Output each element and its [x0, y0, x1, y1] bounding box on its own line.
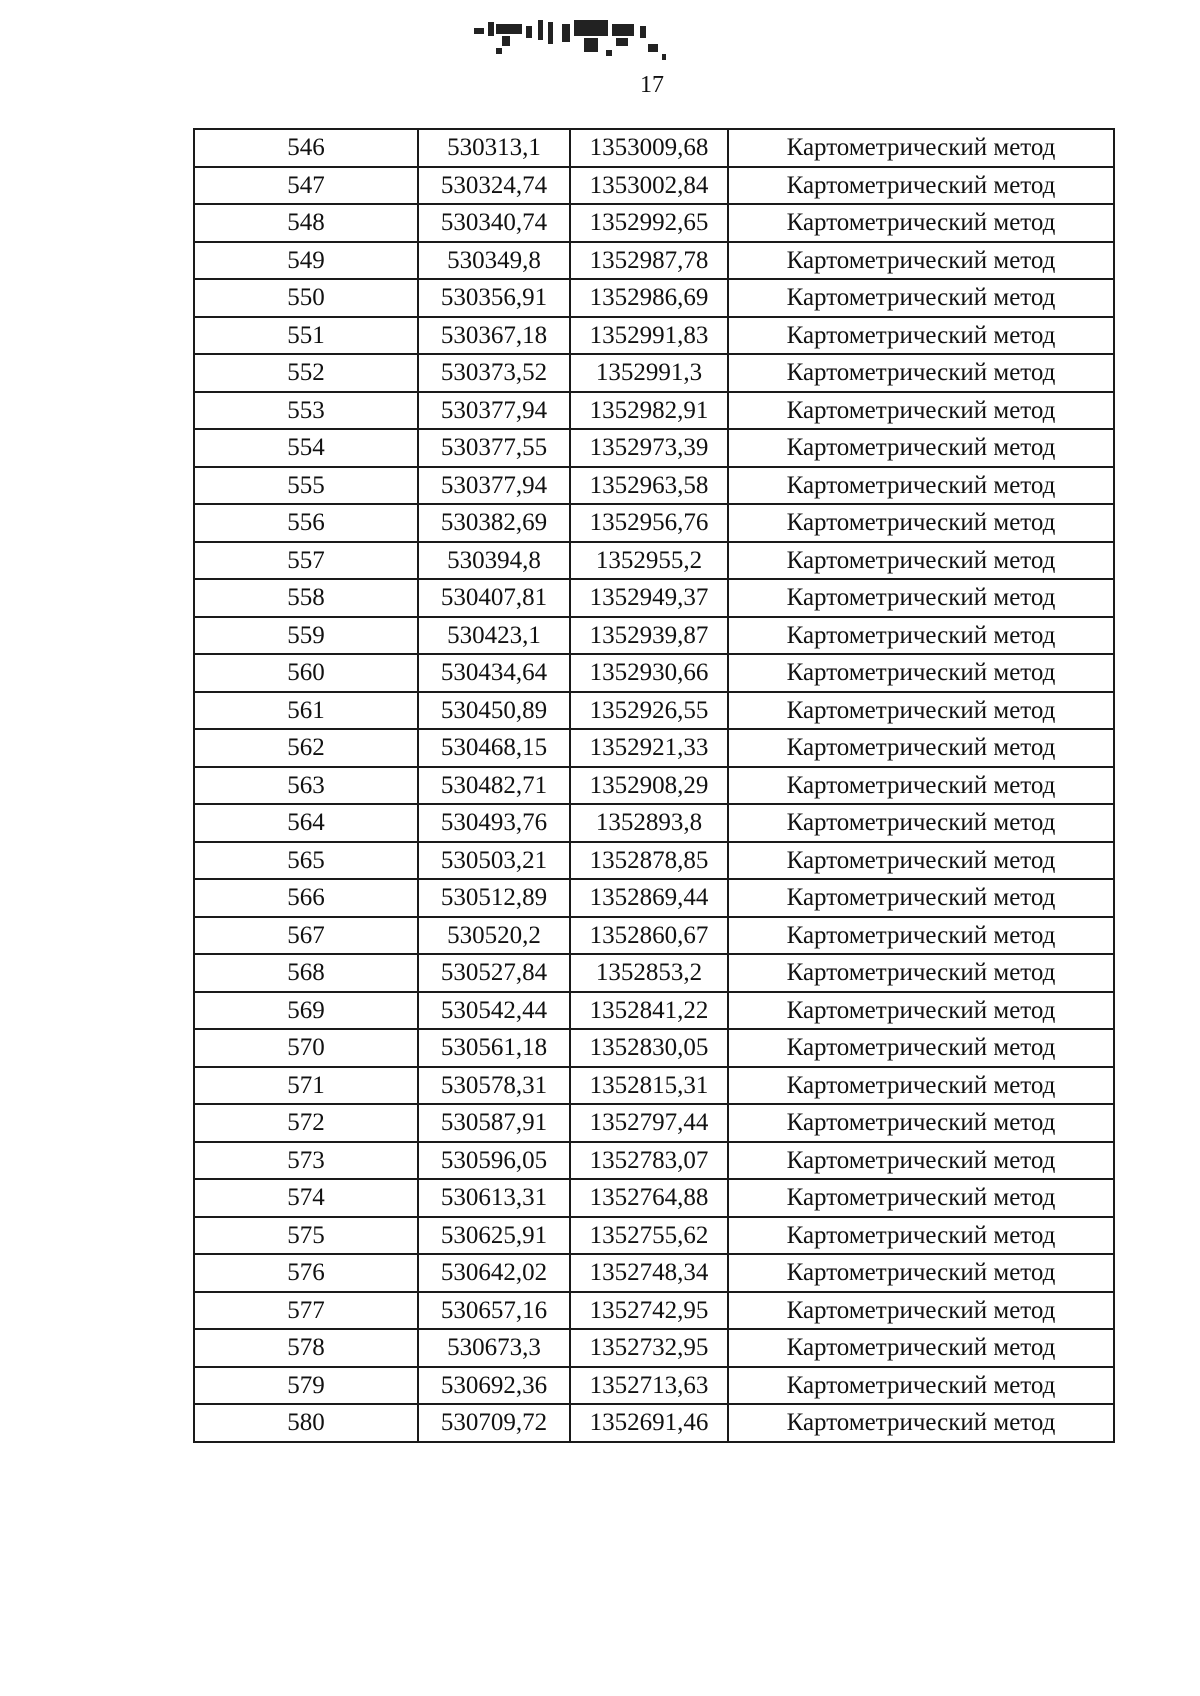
y-coordinate-cell: 1352991,3 — [570, 354, 728, 392]
point-number-cell: 554 — [194, 429, 418, 467]
table-row — [194, 992, 1114, 1030]
method-cell: Картометрический метод — [728, 279, 1114, 317]
method-cell: Картометрический метод — [728, 242, 1114, 280]
table-row — [194, 1404, 1114, 1442]
table-row — [194, 467, 1114, 505]
table-row — [194, 317, 1114, 355]
point-number-cell: 564 — [194, 804, 418, 842]
point-number-cell: 577 — [194, 1292, 418, 1330]
point-number-cell: 575 — [194, 1217, 418, 1255]
x-coordinate-cell: 530642,02 — [418, 1254, 570, 1292]
table-row — [194, 1067, 1114, 1105]
scan-stamp-mark — [466, 14, 728, 76]
table-row — [194, 1217, 1114, 1255]
table-row — [194, 1292, 1114, 1330]
method-cell: Картометрический метод — [728, 1404, 1114, 1442]
point-number-cell: 574 — [194, 1179, 418, 1217]
table-row — [194, 392, 1114, 430]
x-coordinate-cell: 530450,89 — [418, 692, 570, 730]
x-coordinate-cell: 530468,15 — [418, 729, 570, 767]
x-coordinate-cell: 530673,3 — [418, 1329, 570, 1367]
x-coordinate-cell: 530493,76 — [418, 804, 570, 842]
table-row — [194, 1104, 1114, 1142]
y-coordinate-cell: 1352860,67 — [570, 917, 728, 955]
point-number-cell: 576 — [194, 1254, 418, 1292]
method-cell: Картометрический метод — [728, 954, 1114, 992]
x-coordinate-cell: 530324,74 — [418, 167, 570, 205]
point-number-cell: 550 — [194, 279, 418, 317]
method-cell: Картометрический метод — [728, 129, 1114, 167]
point-number-cell: 565 — [194, 842, 418, 880]
method-cell: Картометрический метод — [728, 767, 1114, 805]
y-coordinate-cell: 1352939,87 — [570, 617, 728, 655]
y-coordinate-cell: 1352755,62 — [570, 1217, 728, 1255]
x-coordinate-cell: 530340,74 — [418, 204, 570, 242]
y-coordinate-cell: 1352930,66 — [570, 654, 728, 692]
page-number: 17 — [640, 72, 664, 98]
x-coordinate-cell: 530625,91 — [418, 1217, 570, 1255]
method-cell: Картометрический метод — [728, 579, 1114, 617]
y-coordinate-cell: 1352853,2 — [570, 954, 728, 992]
method-cell: Картометрический метод — [728, 804, 1114, 842]
y-coordinate-cell: 1352830,05 — [570, 1029, 728, 1067]
x-coordinate-cell: 530313,1 — [418, 129, 570, 167]
table-row — [194, 804, 1114, 842]
table-row — [194, 1029, 1114, 1067]
point-number-cell: 563 — [194, 767, 418, 805]
method-cell: Картометрический метод — [728, 392, 1114, 430]
point-number-cell: 571 — [194, 1067, 418, 1105]
method-cell: Картометрический метод — [728, 1029, 1114, 1067]
method-cell: Картометрический метод — [728, 1292, 1114, 1330]
x-coordinate-cell: 530503,21 — [418, 842, 570, 880]
y-coordinate-cell: 1352783,07 — [570, 1142, 728, 1180]
method-cell: Картометрический метод — [728, 1179, 1114, 1217]
point-number-cell: 566 — [194, 879, 418, 917]
table-row — [194, 1179, 1114, 1217]
point-number-cell: 580 — [194, 1404, 418, 1442]
table-row — [194, 167, 1114, 205]
point-number-cell: 559 — [194, 617, 418, 655]
y-coordinate-cell: 1352987,78 — [570, 242, 728, 280]
x-coordinate-cell: 530542,44 — [418, 992, 570, 1030]
y-coordinate-cell: 1352982,91 — [570, 392, 728, 430]
method-cell: Картометрический метод — [728, 467, 1114, 505]
method-cell: Картометрический метод — [728, 204, 1114, 242]
y-coordinate-cell: 1352797,44 — [570, 1104, 728, 1142]
point-number-cell: 555 — [194, 467, 418, 505]
y-coordinate-cell: 1352764,88 — [570, 1179, 728, 1217]
point-number-cell: 572 — [194, 1104, 418, 1142]
x-coordinate-cell: 530367,18 — [418, 317, 570, 355]
point-number-cell: 549 — [194, 242, 418, 280]
point-number-cell: 579 — [194, 1367, 418, 1405]
x-coordinate-cell: 530377,94 — [418, 392, 570, 430]
y-coordinate-cell: 1352991,83 — [570, 317, 728, 355]
method-cell: Картометрический метод — [728, 654, 1114, 692]
y-coordinate-cell: 1352992,65 — [570, 204, 728, 242]
table-row — [194, 1329, 1114, 1367]
table-row — [194, 579, 1114, 617]
table-row — [194, 1367, 1114, 1405]
y-coordinate-cell: 1352815,31 — [570, 1067, 728, 1105]
y-coordinate-cell: 1352742,95 — [570, 1292, 728, 1330]
method-cell: Картометрический метод — [728, 992, 1114, 1030]
y-coordinate-cell: 1352691,46 — [570, 1404, 728, 1442]
point-number-cell: 560 — [194, 654, 418, 692]
coordinates-table — [193, 128, 1115, 1443]
method-cell: Картометрический метод — [728, 879, 1114, 917]
x-coordinate-cell: 530709,72 — [418, 1404, 570, 1442]
table-row — [194, 1142, 1114, 1180]
table-row — [194, 504, 1114, 542]
table-row — [194, 617, 1114, 655]
method-cell: Картометрический метод — [728, 167, 1114, 205]
point-number-cell: 573 — [194, 1142, 418, 1180]
y-coordinate-cell: 1352841,22 — [570, 992, 728, 1030]
point-number-cell: 547 — [194, 167, 418, 205]
table-row — [194, 1254, 1114, 1292]
x-coordinate-cell: 530482,71 — [418, 767, 570, 805]
table-row — [194, 429, 1114, 467]
table-row — [194, 654, 1114, 692]
x-coordinate-cell: 530407,81 — [418, 579, 570, 617]
point-number-cell: 553 — [194, 392, 418, 430]
point-number-cell: 552 — [194, 354, 418, 392]
method-cell: Картометрический метод — [728, 542, 1114, 580]
point-number-cell: 569 — [194, 992, 418, 1030]
method-cell: Картометрический метод — [728, 617, 1114, 655]
point-number-cell: 562 — [194, 729, 418, 767]
y-coordinate-cell: 1352713,63 — [570, 1367, 728, 1405]
x-coordinate-cell: 530377,55 — [418, 429, 570, 467]
method-cell: Картометрический метод — [728, 1329, 1114, 1367]
y-coordinate-cell: 1353009,68 — [570, 129, 728, 167]
x-coordinate-cell: 530394,8 — [418, 542, 570, 580]
x-coordinate-cell: 530692,36 — [418, 1367, 570, 1405]
x-coordinate-cell: 530587,91 — [418, 1104, 570, 1142]
y-coordinate-cell: 1352986,69 — [570, 279, 728, 317]
x-coordinate-cell: 530613,31 — [418, 1179, 570, 1217]
table-row — [194, 842, 1114, 880]
y-coordinate-cell: 1352955,2 — [570, 542, 728, 580]
table-row — [194, 204, 1114, 242]
method-cell: Картометрический метод — [728, 1104, 1114, 1142]
y-coordinate-cell: 1352921,33 — [570, 729, 728, 767]
point-number-cell: 567 — [194, 917, 418, 955]
point-number-cell: 548 — [194, 204, 418, 242]
method-cell: Картометрический метод — [728, 1367, 1114, 1405]
point-number-cell: 578 — [194, 1329, 418, 1367]
x-coordinate-cell: 530520,2 — [418, 917, 570, 955]
y-coordinate-cell: 1353002,84 — [570, 167, 728, 205]
x-coordinate-cell: 530377,94 — [418, 467, 570, 505]
y-coordinate-cell: 1352963,58 — [570, 467, 728, 505]
y-coordinate-cell: 1352973,39 — [570, 429, 728, 467]
y-coordinate-cell: 1352732,95 — [570, 1329, 728, 1367]
method-cell: Картометрический метод — [728, 317, 1114, 355]
method-cell: Картометрический метод — [728, 1142, 1114, 1180]
method-cell: Картометрический метод — [728, 504, 1114, 542]
method-cell: Картометрический метод — [728, 1067, 1114, 1105]
table-row — [194, 242, 1114, 280]
table-row — [194, 879, 1114, 917]
method-cell: Картометрический метод — [728, 917, 1114, 955]
x-coordinate-cell: 530657,16 — [418, 1292, 570, 1330]
x-coordinate-cell: 530434,64 — [418, 654, 570, 692]
x-coordinate-cell: 530349,8 — [418, 242, 570, 280]
table-row — [194, 542, 1114, 580]
x-coordinate-cell: 530382,69 — [418, 504, 570, 542]
x-coordinate-cell: 530578,31 — [418, 1067, 570, 1105]
method-cell: Картометрический метод — [728, 842, 1114, 880]
point-number-cell: 546 — [194, 129, 418, 167]
method-cell: Картометрический метод — [728, 354, 1114, 392]
table-row — [194, 767, 1114, 805]
table-row — [194, 954, 1114, 992]
x-coordinate-cell: 530561,18 — [418, 1029, 570, 1067]
y-coordinate-cell: 1352748,34 — [570, 1254, 728, 1292]
point-number-cell: 551 — [194, 317, 418, 355]
y-coordinate-cell: 1352926,55 — [570, 692, 728, 730]
method-cell: Картометрический метод — [728, 1217, 1114, 1255]
point-number-cell: 556 — [194, 504, 418, 542]
y-coordinate-cell: 1352878,85 — [570, 842, 728, 880]
point-number-cell: 561 — [194, 692, 418, 730]
method-cell: Картометрический метод — [728, 1254, 1114, 1292]
x-coordinate-cell: 530373,52 — [418, 354, 570, 392]
y-coordinate-cell: 1352908,29 — [570, 767, 728, 805]
x-coordinate-cell: 530596,05 — [418, 1142, 570, 1180]
table-row — [194, 129, 1114, 167]
table-row — [194, 279, 1114, 317]
x-coordinate-cell: 530423,1 — [418, 617, 570, 655]
y-coordinate-cell: 1352956,76 — [570, 504, 728, 542]
point-number-cell: 568 — [194, 954, 418, 992]
table-row — [194, 729, 1114, 767]
point-number-cell: 558 — [194, 579, 418, 617]
point-number-cell: 557 — [194, 542, 418, 580]
method-cell: Картометрический метод — [728, 692, 1114, 730]
table-row — [194, 354, 1114, 392]
table-row — [194, 917, 1114, 955]
x-coordinate-cell: 530356,91 — [418, 279, 570, 317]
table-row — [194, 692, 1114, 730]
method-cell: Картометрический метод — [728, 429, 1114, 467]
point-number-cell: 570 — [194, 1029, 418, 1067]
x-coordinate-cell: 530512,89 — [418, 879, 570, 917]
y-coordinate-cell: 1352869,44 — [570, 879, 728, 917]
x-coordinate-cell: 530527,84 — [418, 954, 570, 992]
method-cell: Картометрический метод — [728, 729, 1114, 767]
y-coordinate-cell: 1352949,37 — [570, 579, 728, 617]
y-coordinate-cell: 1352893,8 — [570, 804, 728, 842]
